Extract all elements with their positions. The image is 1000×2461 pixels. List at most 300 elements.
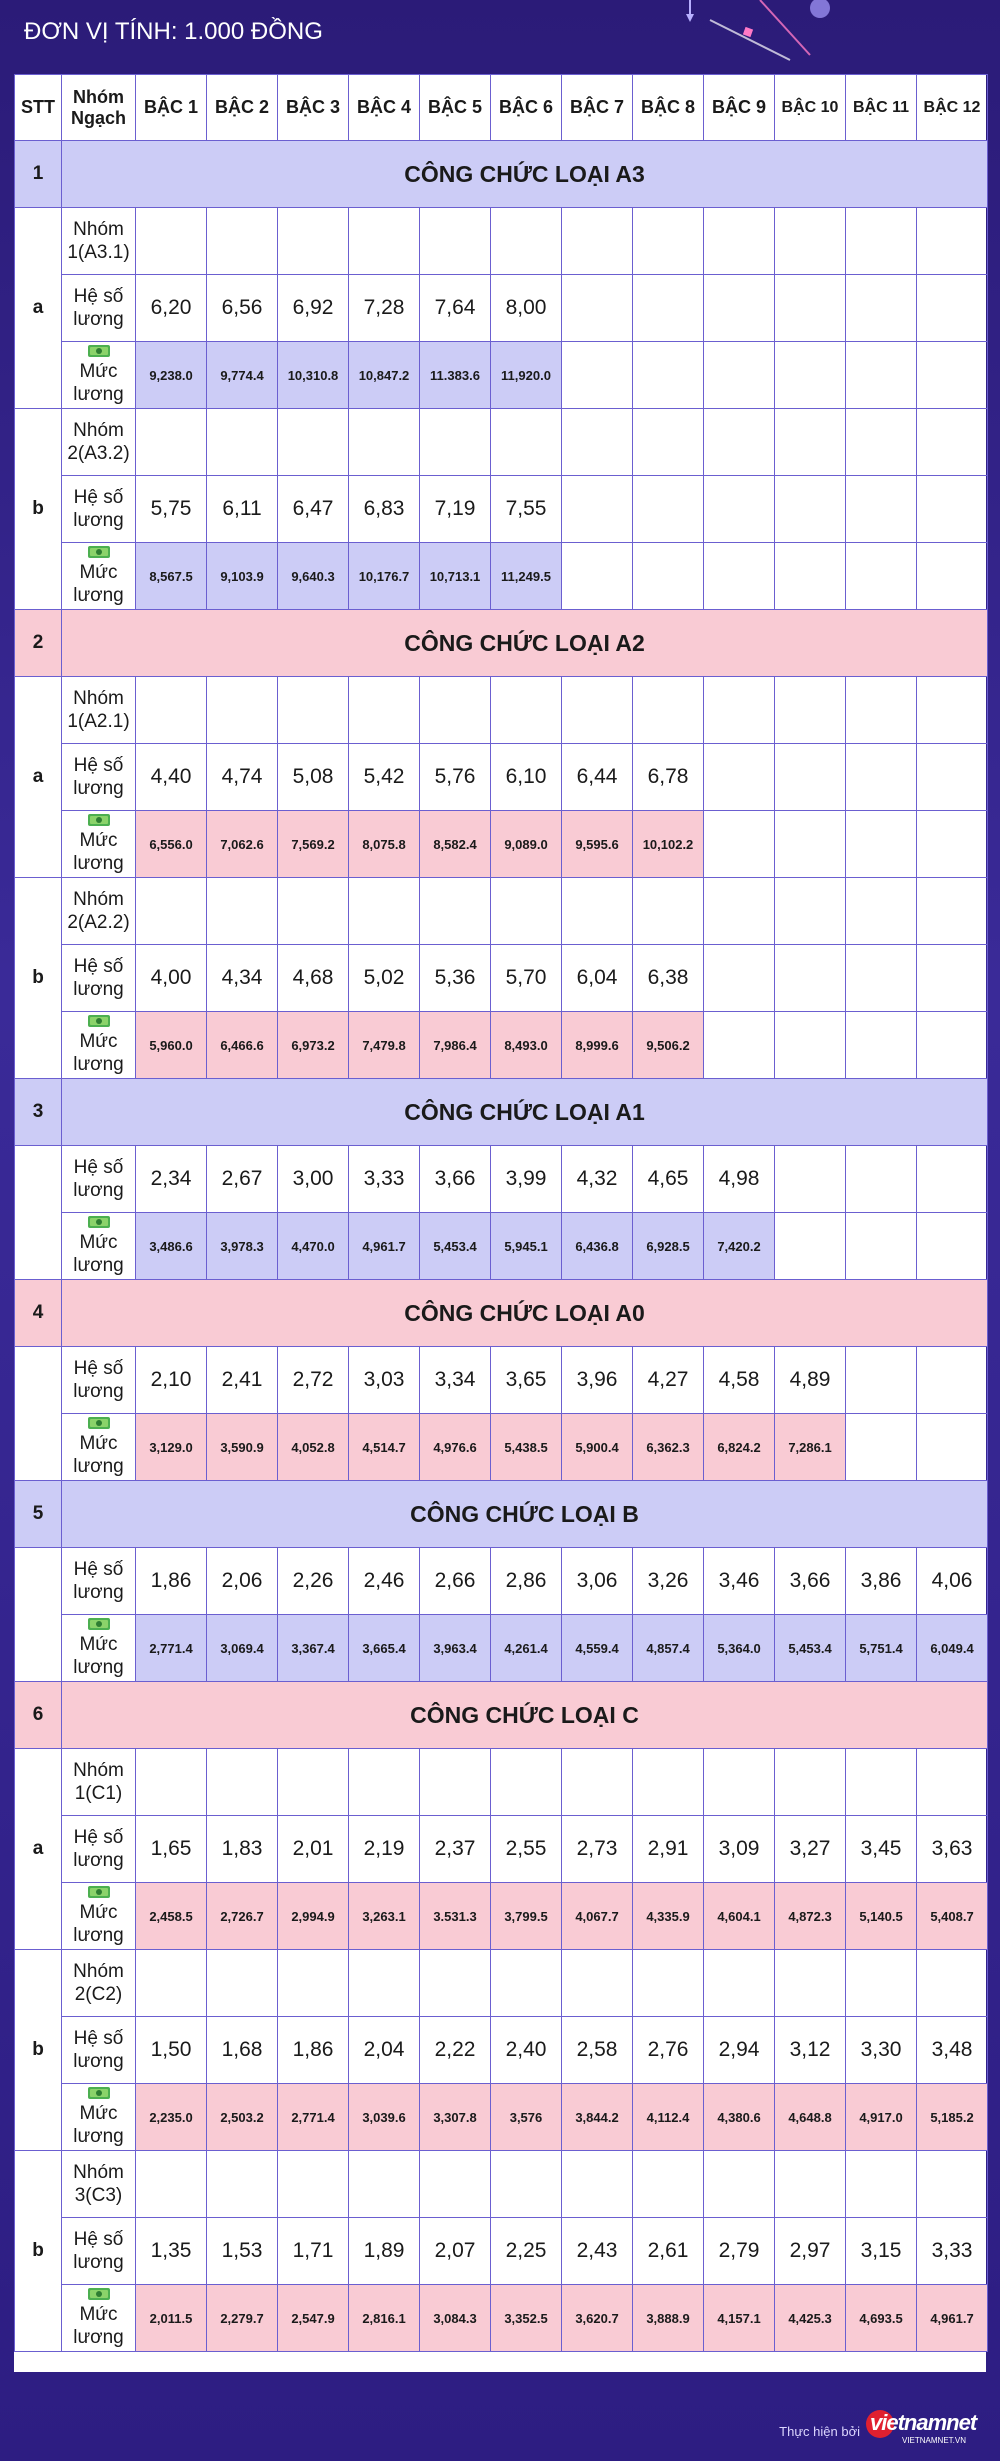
empty-cell: [491, 208, 562, 275]
salary-cell: 5,960.0: [136, 1012, 207, 1079]
coefficient-cell: 1,71: [278, 2218, 349, 2285]
coefficient-cell: 2,41: [207, 1347, 278, 1414]
salary-label: Mức lương: [73, 1902, 124, 1946]
empty-cell: [278, 1950, 349, 2017]
empty-cell: [420, 1950, 491, 2017]
coefficient-cell: 3,33: [917, 2218, 988, 2285]
coefficient-cell: 5,42: [349, 744, 420, 811]
empty-cell: [278, 878, 349, 945]
section-row: [15, 1682, 988, 1749]
salary-cell: 6,928.5: [633, 1213, 704, 1280]
empty-cell: [704, 2151, 775, 2218]
coefficient-cell: 1,53: [207, 2218, 278, 2285]
empty-cell: [278, 208, 349, 275]
salary-cell: 4,693.5: [846, 2285, 917, 2352]
coefficient-label: Hệ số lương: [62, 744, 136, 811]
coefficient-cell: [775, 476, 846, 543]
coefficient-cell: 3,66: [775, 1548, 846, 1615]
salary-cell: 9,103.9: [207, 543, 278, 610]
coefficient-cell: [846, 1347, 917, 1414]
salary-row: [15, 1414, 988, 1481]
empty-cell: [562, 677, 633, 744]
salary-cell: 3.531.3: [420, 1883, 491, 1950]
salary-cell: [775, 811, 846, 878]
coefficient-cell: [917, 744, 988, 811]
coefficient-cell: 2,06: [207, 1548, 278, 1615]
empty-cell: [349, 1950, 420, 2017]
empty-cell: [136, 878, 207, 945]
coefficient-cell: 5,36: [420, 945, 491, 1012]
header-group: Nhóm Ngạch: [62, 75, 136, 141]
salary-cell: [917, 811, 988, 878]
section-title: CÔNG CHỨC LOẠI C: [62, 1682, 988, 1749]
coefficient-row: [15, 1146, 988, 1213]
salary-cell: 7,286.1: [775, 1414, 846, 1481]
coefficient-label: Hệ số lương: [62, 476, 136, 543]
coefficient-label: Hệ số lương: [62, 1347, 136, 1414]
salary-row: [15, 1012, 988, 1079]
salary-cell: 3,799.5: [491, 1883, 562, 1950]
coefficient-cell: [846, 275, 917, 342]
subgroup-letter: [15, 1548, 62, 1682]
coefficient-row: [15, 1347, 988, 1414]
salary-cell: 3,665.4: [349, 1615, 420, 1682]
salary-table-container: [14, 74, 986, 2372]
salary-cell: 6,973.2: [278, 1012, 349, 1079]
empty-cell: [917, 878, 988, 945]
empty-cell: [633, 1749, 704, 1816]
coefficient-cell: 2,91: [633, 1816, 704, 1883]
salary-cell: 6,049.4: [917, 1615, 988, 1682]
salary-cell: 10,713.1: [420, 543, 491, 610]
coefficient-cell: 2,34: [136, 1146, 207, 1213]
salary-cell: [775, 1012, 846, 1079]
money-icon: [87, 1215, 111, 1229]
salary-cell: [633, 342, 704, 409]
salary-cell: [846, 811, 917, 878]
salary-label: Mức lương: [73, 1433, 124, 1477]
empty-cell: [207, 208, 278, 275]
coefficient-cell: 5,75: [136, 476, 207, 543]
empty-cell: [491, 2151, 562, 2218]
empty-cell: [136, 677, 207, 744]
salary-cell: 3,486.6: [136, 1213, 207, 1280]
coefficient-cell: 2,10: [136, 1347, 207, 1414]
empty-cell: [420, 1749, 491, 1816]
empty-cell: [420, 878, 491, 945]
coefficient-cell: 2,94: [704, 2017, 775, 2084]
salary-cell: [917, 342, 988, 409]
coefficient-cell: 3,06: [562, 1548, 633, 1615]
coefficient-cell: 4,00: [136, 945, 207, 1012]
salary-cell: 10,310.8: [278, 342, 349, 409]
empty-cell: [846, 208, 917, 275]
section-number: 2: [15, 610, 62, 677]
salary-cell: [846, 1213, 917, 1280]
coefficient-cell: 3,86: [846, 1548, 917, 1615]
salary-cell: 2,816.1: [349, 2285, 420, 2352]
empty-cell: [775, 409, 846, 476]
empty-cell: [775, 208, 846, 275]
salary-cell: 3,978.3: [207, 1213, 278, 1280]
coefficient-cell: 4,27: [633, 1347, 704, 1414]
empty-cell: [562, 2151, 633, 2218]
salary-cell: 5,453.4: [775, 1615, 846, 1682]
salary-cell: 10,847.2: [349, 342, 420, 409]
coefficient-cell: 3,09: [704, 1816, 775, 1883]
salary-cell: 3,590.9: [207, 1414, 278, 1481]
salary-cell: 4,052.8: [278, 1414, 349, 1481]
group-name: Nhóm 2(C2): [62, 1950, 136, 2017]
empty-cell: [491, 677, 562, 744]
salary-cell: [704, 1012, 775, 1079]
salary-cell: [704, 811, 775, 878]
header-level: BẬC 12: [917, 75, 988, 141]
coefficient-label: Hệ số lương: [62, 945, 136, 1012]
empty-cell: [562, 878, 633, 945]
header-level: BẬC 1: [136, 75, 207, 141]
money-icon: [87, 1014, 111, 1028]
subgroup-letter: a: [15, 208, 62, 409]
salary-cell: 8,567.5: [136, 543, 207, 610]
coefficient-cell: 3,48: [917, 2017, 988, 2084]
coefficient-cell: 6,56: [207, 275, 278, 342]
empty-cell: [562, 409, 633, 476]
salary-cell: 6,362.3: [633, 1414, 704, 1481]
coefficient-cell: 6,78: [633, 744, 704, 811]
coefficient-row: [15, 476, 988, 543]
coefficient-cell: 3,12: [775, 2017, 846, 2084]
empty-cell: [775, 878, 846, 945]
coefficient-cell: 3,46: [704, 1548, 775, 1615]
coefficient-cell: [917, 1146, 988, 1213]
empty-cell: [562, 1950, 633, 2017]
salary-row: [15, 2285, 988, 2352]
salary-cell: 3,263.1: [349, 1883, 420, 1950]
salary-cell: 3,084.3: [420, 2285, 491, 2352]
salary-label-cell: [62, 1213, 136, 1280]
coefficient-cell: 3,45: [846, 1816, 917, 1883]
empty-cell: [207, 878, 278, 945]
coefficient-cell: 6,11: [207, 476, 278, 543]
salary-cell: 4,157.1: [704, 2285, 775, 2352]
money-icon: [87, 1416, 111, 1430]
salary-cell: 9,089.0: [491, 811, 562, 878]
group-row: [15, 2151, 988, 2218]
salary-cell: 3,039.6: [349, 2084, 420, 2151]
salary-cell: 3,129.0: [136, 1414, 207, 1481]
salary-cell: 11,920.0: [491, 342, 562, 409]
unit-label: ĐƠN VỊ TÍNH: 1.000 ĐỒNG: [24, 18, 323, 45]
salary-cell: 11.383.6: [420, 342, 491, 409]
salary-cell: 6,436.8: [562, 1213, 633, 1280]
coefficient-cell: 2,66: [420, 1548, 491, 1615]
coefficient-cell: 2,72: [278, 1347, 349, 1414]
salary-row: [15, 1615, 988, 1682]
salary-cell: 4,857.4: [633, 1615, 704, 1682]
coefficient-cell: [917, 1347, 988, 1414]
salary-label-cell: [62, 342, 136, 409]
salary-label: Mức lương: [73, 2304, 124, 2348]
empty-cell: [420, 208, 491, 275]
salary-cell: 8,582.4: [420, 811, 491, 878]
salary-cell: 2,994.9: [278, 1883, 349, 1950]
group-name: Nhóm 2(A3.2): [62, 409, 136, 476]
coefficient-cell: 3,15: [846, 2218, 917, 2285]
salary-cell: [846, 342, 917, 409]
logo-text: vietnamnet: [870, 2410, 977, 2435]
coefficient-cell: 1,83: [207, 1816, 278, 1883]
salary-cell: 4,514.7: [349, 1414, 420, 1481]
money-icon: [87, 545, 111, 559]
salary-cell: 2,771.4: [136, 1615, 207, 1682]
salary-cell: 7,420.2: [704, 1213, 775, 1280]
coefficient-cell: 4,74: [207, 744, 278, 811]
salary-cell: 3,069.4: [207, 1615, 278, 1682]
salary-cell: 5,185.2: [917, 2084, 988, 2151]
coefficient-cell: 2,61: [633, 2218, 704, 2285]
empty-cell: [278, 1749, 349, 1816]
salary-label: Mức lương: [73, 562, 124, 606]
salary-cell: 11,249.5: [491, 543, 562, 610]
header-level: BẬC 6: [491, 75, 562, 141]
coefficient-cell: 6,83: [349, 476, 420, 543]
empty-cell: [846, 1950, 917, 2017]
salary-cell: 4,425.3: [775, 2285, 846, 2352]
section-row: [15, 610, 988, 677]
coefficient-cell: 1,35: [136, 2218, 207, 2285]
coefficient-cell: [562, 476, 633, 543]
coefficient-cell: 3,33: [349, 1146, 420, 1213]
empty-cell: [917, 1749, 988, 1816]
empty-cell: [420, 677, 491, 744]
coefficient-cell: [917, 275, 988, 342]
salary-cell: 4,872.3: [775, 1883, 846, 1950]
salary-cell: 5,438.5: [491, 1414, 562, 1481]
salary-cell: 2,279.7: [207, 2285, 278, 2352]
subgroup-letter: b: [15, 1950, 62, 2151]
coefficient-cell: 7,64: [420, 275, 491, 342]
coefficient-label: Hệ số lương: [62, 275, 136, 342]
salary-cell: 9,238.0: [136, 342, 207, 409]
empty-cell: [136, 1749, 207, 1816]
coefficient-cell: 3,63: [917, 1816, 988, 1883]
coefficient-cell: 2,58: [562, 2017, 633, 2084]
coefficient-cell: 4,40: [136, 744, 207, 811]
salary-table: [14, 74, 988, 2352]
salary-cell: 10,176.7: [349, 543, 420, 610]
section-title: CÔNG CHỨC LOẠI A3: [62, 141, 988, 208]
empty-cell: [704, 208, 775, 275]
salary-row: [15, 811, 988, 878]
salary-label: Mức lương: [73, 830, 124, 874]
section-number: 3: [15, 1079, 62, 1146]
salary-cell: [562, 342, 633, 409]
coefficient-cell: 3,99: [491, 1146, 562, 1213]
empty-cell: [207, 1749, 278, 1816]
empty-cell: [633, 208, 704, 275]
empty-cell: [775, 2151, 846, 2218]
empty-cell: [917, 208, 988, 275]
salary-cell: 8,075.8: [349, 811, 420, 878]
empty-cell: [562, 1749, 633, 1816]
header-row: [15, 75, 988, 141]
coefficient-cell: 7,55: [491, 476, 562, 543]
group-name: Nhóm 3(C3): [62, 2151, 136, 2218]
empty-cell: [207, 1950, 278, 2017]
salary-cell: 3,352.5: [491, 2285, 562, 2352]
salary-cell: 8,999.6: [562, 1012, 633, 1079]
empty-cell: [136, 2151, 207, 2218]
group-row: [15, 677, 988, 744]
coefficient-cell: 7,19: [420, 476, 491, 543]
coefficient-cell: [917, 476, 988, 543]
salary-cell: 2,771.4: [278, 2084, 349, 2151]
group-name: Nhóm 1(C1): [62, 1749, 136, 1816]
empty-cell: [633, 878, 704, 945]
empty-cell: [491, 878, 562, 945]
salary-cell: [846, 1012, 917, 1079]
empty-cell: [491, 1749, 562, 1816]
empty-cell: [917, 409, 988, 476]
coefficient-cell: 3,65: [491, 1347, 562, 1414]
coefficient-cell: 2,97: [775, 2218, 846, 2285]
salary-cell: 3,367.4: [278, 1615, 349, 1682]
empty-cell: [420, 409, 491, 476]
section-title: CÔNG CHỨC LOẠI A1: [62, 1079, 988, 1146]
salary-label-cell: [62, 811, 136, 878]
salary-cell: 4,961.7: [349, 1213, 420, 1280]
salary-label: Mức lương: [73, 1031, 124, 1075]
empty-cell: [704, 878, 775, 945]
empty-cell: [917, 677, 988, 744]
footer: [0, 2380, 1000, 2461]
salary-cell: 7,479.8: [349, 1012, 420, 1079]
coefficient-row: [15, 1548, 988, 1615]
coefficient-cell: 2,25: [491, 2218, 562, 2285]
salary-cell: 6,824.2: [704, 1414, 775, 1481]
coefficient-cell: 2,67: [207, 1146, 278, 1213]
coefficient-cell: [704, 275, 775, 342]
section-title: CÔNG CHỨC LOẠI A2: [62, 610, 988, 677]
salary-cell: [917, 543, 988, 610]
salary-cell: 2,726.7: [207, 1883, 278, 1950]
empty-cell: [136, 409, 207, 476]
salary-cell: 4,976.6: [420, 1414, 491, 1481]
salary-cell: 4,917.0: [846, 2084, 917, 2151]
coefficient-cell: 2,07: [420, 2218, 491, 2285]
coefficient-cell: 1,65: [136, 1816, 207, 1883]
salary-cell: 3,963.4: [420, 1615, 491, 1682]
coefficient-cell: 4,89: [775, 1347, 846, 1414]
coefficient-cell: 2,73: [562, 1816, 633, 1883]
subgroup-letter: a: [15, 677, 62, 878]
salary-row: [15, 543, 988, 610]
salary-cell: [917, 1012, 988, 1079]
coefficient-cell: [633, 275, 704, 342]
empty-cell: [349, 2151, 420, 2218]
coefficient-cell: 2,86: [491, 1548, 562, 1615]
subgroup-letter: b: [15, 409, 62, 610]
coefficient-row: [15, 275, 988, 342]
salary-cell: 3,307.8: [420, 2084, 491, 2151]
coefficient-cell: 2,01: [278, 1816, 349, 1883]
coefficient-cell: 4,06: [917, 1548, 988, 1615]
coefficient-cell: 3,34: [420, 1347, 491, 1414]
salary-cell: 5,408.7: [917, 1883, 988, 1950]
salary-label-cell: [62, 1615, 136, 1682]
coefficient-row: [15, 1816, 988, 1883]
salary-cell: 6,556.0: [136, 811, 207, 878]
empty-cell: [633, 1950, 704, 2017]
coefficient-cell: 2,46: [349, 1548, 420, 1615]
logo-subtext: VIETNAMNET.VN: [902, 2436, 967, 2445]
coefficient-cell: 4,34: [207, 945, 278, 1012]
salary-cell: 7,062.6: [207, 811, 278, 878]
coefficient-cell: 4,65: [633, 1146, 704, 1213]
empty-cell: [846, 878, 917, 945]
coefficient-cell: 2,43: [562, 2218, 633, 2285]
salary-cell: 3,844.2: [562, 2084, 633, 2151]
empty-cell: [846, 409, 917, 476]
salary-label-cell: [62, 1414, 136, 1481]
coefficient-cell: [704, 744, 775, 811]
coefficient-row: [15, 2017, 988, 2084]
money-icon: [87, 2287, 111, 2301]
coefficient-cell: 2,55: [491, 1816, 562, 1883]
salary-cell: [917, 1213, 988, 1280]
header-level: BẬC 11: [846, 75, 917, 141]
coefficient-cell: 6,44: [562, 744, 633, 811]
empty-cell: [917, 1950, 988, 2017]
coefficient-row: [15, 744, 988, 811]
vietnamnet-logo: [862, 2402, 977, 2452]
salary-cell: 5,751.4: [846, 1615, 917, 1682]
salary-cell: 4,648.8: [775, 2084, 846, 2151]
coefficient-cell: 6,04: [562, 945, 633, 1012]
money-icon: [87, 813, 111, 827]
group-row: [15, 1749, 988, 1816]
salary-row: [15, 1883, 988, 1950]
coefficient-row: [15, 945, 988, 1012]
empty-cell: [349, 1749, 420, 1816]
section-row: [15, 1079, 988, 1146]
salary-label: Mức lương: [73, 1232, 124, 1276]
empty-cell: [775, 1950, 846, 2017]
empty-cell: [633, 677, 704, 744]
empty-cell: [349, 208, 420, 275]
coefficient-cell: 1,68: [207, 2017, 278, 2084]
salary-cell: 6,466.6: [207, 1012, 278, 1079]
coefficient-cell: 2,26: [278, 1548, 349, 1615]
header-level: BẬC 8: [633, 75, 704, 141]
header-level: BẬC 9: [704, 75, 775, 141]
coefficient-cell: 1,50: [136, 2017, 207, 2084]
salary-cell: 4,961.7: [917, 2285, 988, 2352]
coefficient-cell: [775, 1146, 846, 1213]
coefficient-cell: 2,40: [491, 2017, 562, 2084]
section-title: CÔNG CHỨC LOẠI B: [62, 1481, 988, 1548]
salary-cell: 2,503.2: [207, 2084, 278, 2151]
salary-cell: 4,112.4: [633, 2084, 704, 2151]
empty-cell: [349, 677, 420, 744]
header-level: BẬC 5: [420, 75, 491, 141]
salary-row: [15, 2084, 988, 2151]
salary-cell: 3,620.7: [562, 2285, 633, 2352]
empty-cell: [278, 677, 349, 744]
header-level: BẬC 4: [349, 75, 420, 141]
coefficient-cell: 6,47: [278, 476, 349, 543]
